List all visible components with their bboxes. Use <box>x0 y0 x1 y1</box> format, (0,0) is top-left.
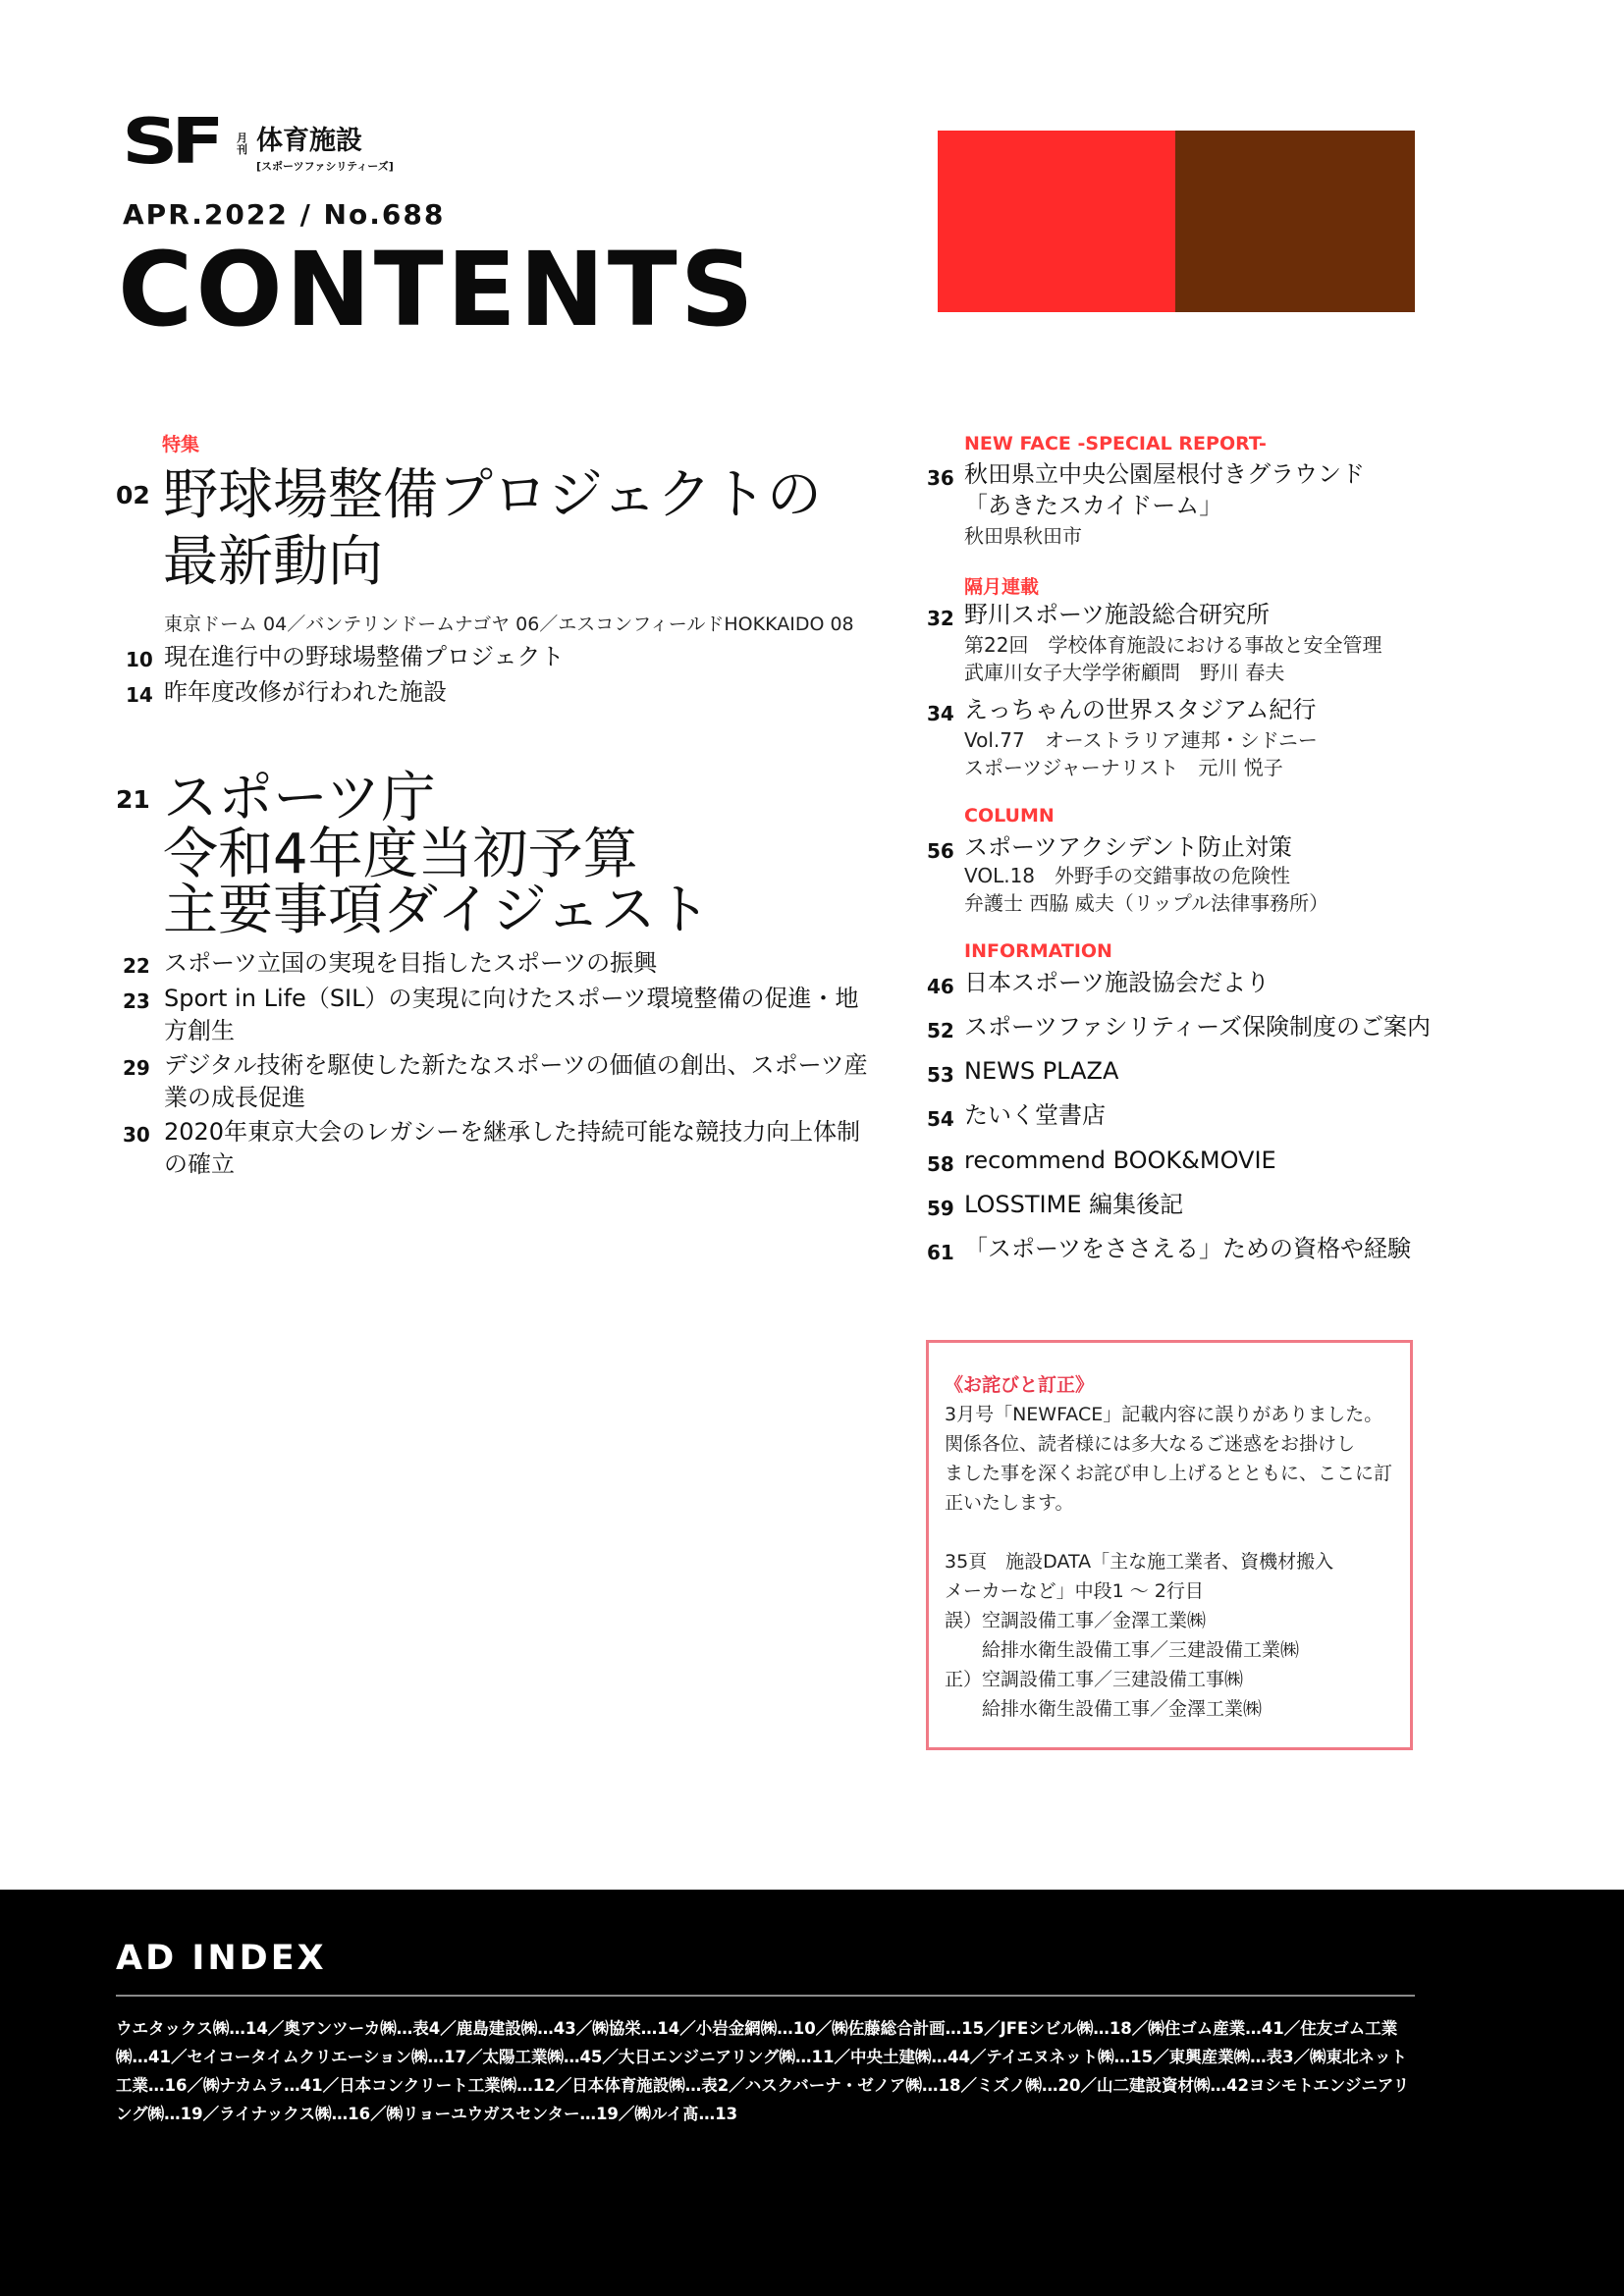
toc-item-title[interactable]: LOSSTIME 編集後記 <box>964 1191 1184 1218</box>
toc-item-page: 30 <box>123 1123 150 1147</box>
feature2-title-line2: 令和4年度当初予算 <box>163 823 638 886</box>
ad-index-list: ウエタックス㈱…14／奥アンツーカ㈱…表4／鹿島建設㈱…43／㈱協栄…14／小岩金網㈱…10／㈱佐藤総合計画…15／JFEシビル㈱…18／㈱住ゴム産業…41／住友ゴム工業㈱…41／セイコータイムクリエーション㈱…17／太陽工業㈱…45／大日エンジニアリング㈱…11／中央土建㈱…44／テイエヌネット㈱…15／東興産業㈱…表3／㈱東北ネット工業…16／㈱ナカムラ…41／日本コンクリート工業㈱…12／日本体育施設㈱…表2／ハスクバーナ・ゼノア㈱…18／ミズノ㈱…20／山二建設資材㈱…42ヨシモトエンジニアリング㈱…19／ライナックス㈱…16／㈱リョーユウガスセンター…19／㈱ルイ髙…13 <box>116 2019 1410 2123</box>
correction-line: 給排水衛生設備工事／三建設備工業㈱ <box>945 1639 1300 1661</box>
toc-item-page: 34 <box>927 702 954 725</box>
toc-item-page: 52 <box>927 1019 954 1042</box>
issue-number: APR.2022 / No.688 <box>123 198 446 231</box>
correction-line: ました事を深くお詫び申し上げるとともに、ここに訂 <box>945 1463 1393 1484</box>
toc-item-page: 54 <box>927 1107 954 1131</box>
toc-item-title[interactable]: 「スポーツをささえる」ための資格や経験 <box>964 1235 1412 1262</box>
magazine-logo <box>122 106 394 179</box>
toc-item-title[interactable]: スポーツ立国の実現を目指したスポーツの振興 <box>164 949 658 977</box>
toc-item-page: 36 <box>927 466 954 490</box>
section-label-serial: 隔月連載 <box>964 576 1040 598</box>
toc-item-subtitle: VOL.18 外野手の交錯事故の危険性 <box>964 864 1291 887</box>
correction-line: 給排水衛生設備工事／金澤工業㈱ <box>945 1698 1263 1720</box>
toc-item-subtitle: 武庫川女子大学学術顧問 野川 春夫 <box>964 661 1285 684</box>
feature1-title-line2: 最新動向 <box>163 530 383 594</box>
correction-line: 3月号「NEWFACE」記載内容に誤りがありました。 <box>945 1404 1383 1425</box>
toc-item-subtitle: Vol.77 オーストラリア連邦・シドニー <box>964 728 1318 752</box>
correction-line: 関係各位、読者様には多大なるご迷惑をお掛けし <box>945 1433 1356 1455</box>
toc-item-page: 22 <box>123 954 150 978</box>
feature2-page: 21 <box>116 785 150 814</box>
correction-line: 正いたします。 <box>945 1492 1074 1514</box>
toc-item-title[interactable]: Sport in Life（SIL）の実現に向けたスポーツ環境整備の促進・地方創生 <box>164 985 859 1044</box>
toc-item-page: 23 <box>123 989 150 1013</box>
toc-item-title[interactable]: 日本スポーツ施設協会だより <box>964 969 1271 996</box>
toc-item-page: 29 <box>123 1056 150 1080</box>
feature1-title-line1: 野球場整備プロジェクトの <box>163 463 822 527</box>
toc-item-title[interactable]: NEWS PLAZA <box>964 1057 1119 1085</box>
logo-subtitle: [スポーツファシリティーズ] <box>256 160 394 173</box>
toc-item-page: 58 <box>927 1152 954 1176</box>
feature2-title-line3: 主要事項ダイジェスト <box>163 879 711 942</box>
toc-item-title-line2[interactable]: 「あきたスカイドーム」 <box>964 492 1223 519</box>
correction-line: 正）空調設備工事／三建設備工事㈱ <box>945 1669 1244 1690</box>
toc-item-page: 10 <box>126 648 153 671</box>
correction-line: 誤）空調設備工事／金澤工業㈱ <box>945 1610 1207 1631</box>
toc-item-title[interactable]: 昨年度改修が行われた施設 <box>164 678 447 706</box>
toc-item-title[interactable]: 現在進行中の野球場整備プロジェクト <box>164 643 565 670</box>
toc-item-title[interactable]: デジタル技術を駆使した新たなスポーツの価値の創出、スポーツ産業の成長促進 <box>164 1051 868 1111</box>
toc-item-title[interactable]: スポーツファシリティーズ保険制度のご案内 <box>964 1013 1431 1041</box>
section-label-column: COLUMN <box>964 805 1055 827</box>
correction-line: メーカーなど」中段1 ～ 2行目 <box>945 1580 1204 1602</box>
toc-item-page: 14 <box>126 683 153 707</box>
toc-item-subtitle: 弁護士 西脇 威夫（リップル法律事務所） <box>964 891 1329 915</box>
correction-line: 35頁 施設DATA「主な施工業者、資機材搬入 <box>945 1551 1334 1573</box>
toc-item-page: 61 <box>927 1241 954 1264</box>
toc-item-title[interactable]: えっちゃんの世界スタジアム紀行 <box>964 696 1317 723</box>
feature1-subtitle: 東京ドーム 04／バンテリンドームナゴヤ 06／エスコンフィールドHOKKAIDO 08 <box>164 614 854 635</box>
section-label-newface: NEW FACE -SPECIAL REPORT- <box>964 433 1267 454</box>
toc-item-subtitle: 秋田県秋田市 <box>964 524 1082 548</box>
color-swatch-brown <box>1175 131 1415 312</box>
section-label-information: INFORMATION <box>964 940 1112 962</box>
correction-title: 《お詫びと訂正》 <box>945 1374 1095 1396</box>
logo-monthly-label: 月刊 <box>237 132 247 156</box>
toc-item-title[interactable]: 秋田県立中央公園屋根付きグラウンド <box>964 460 1365 488</box>
feature1-page: 02 <box>116 481 150 509</box>
toc-item-page: 56 <box>927 839 954 863</box>
feature2-title-line1: スポーツ庁 <box>163 767 436 830</box>
toc-item-subtitle: スポーツジャーナリスト 元川 悦子 <box>964 756 1283 779</box>
ad-index-title: AD INDEX <box>116 1939 327 1978</box>
toc-item-title[interactable]: 2020年東京大会のレガシーを継承した持続可能な競技力向上体制の確立 <box>164 1118 861 1178</box>
toc-item-page: 59 <box>927 1197 954 1220</box>
logo-mark: SF <box>122 106 218 179</box>
toc-item-page: 53 <box>927 1063 954 1087</box>
toc-item-title[interactable]: 野川スポーツ施設総合研究所 <box>964 601 1271 628</box>
ad-index-divider <box>116 1995 1415 1997</box>
toc-item-title[interactable]: recommend BOOK&MOVIE <box>964 1147 1276 1174</box>
toc-item-page: 32 <box>927 607 954 630</box>
toc-item-title[interactable]: スポーツアクシデント防止対策 <box>964 833 1292 861</box>
logo-title: 体育施設 <box>256 126 362 156</box>
toc-item-page: 46 <box>927 975 954 998</box>
toc-item-subtitle: 第22回 学校体育施設における事故と安全管理 <box>964 633 1382 657</box>
color-swatch-red <box>938 131 1175 312</box>
feature-label: 特集 <box>162 434 200 455</box>
toc-item-title[interactable]: たいく堂書店 <box>964 1101 1106 1129</box>
page-title: CONTENTS <box>118 230 757 349</box>
